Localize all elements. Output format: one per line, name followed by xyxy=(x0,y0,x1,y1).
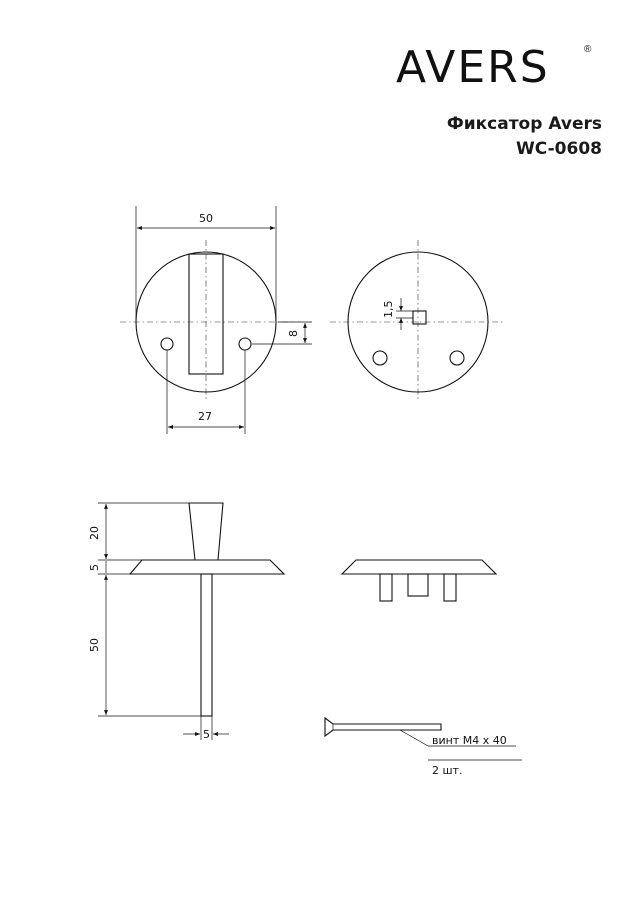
leader-line xyxy=(400,730,428,746)
screw-profile xyxy=(325,718,441,736)
back-side-profile xyxy=(342,560,496,601)
mounting-hole-left xyxy=(161,338,173,350)
rosette-back-profile xyxy=(342,560,496,574)
registered-mark: ® xyxy=(584,44,592,55)
screw-quantity-label: 2 шт. xyxy=(432,764,463,777)
dimension-label-plate-thickness: 5 xyxy=(88,564,101,571)
screw-hole-left xyxy=(373,351,387,365)
brand-wordmark: AVERS xyxy=(396,44,550,88)
knob-side-profile xyxy=(189,503,223,560)
dimension-label-square: 1,5 xyxy=(382,300,395,318)
dimension-label-hole-spacing: 27 xyxy=(198,410,212,423)
screw-boss-left xyxy=(380,574,392,601)
mounting-hole-right xyxy=(239,338,251,350)
spindle xyxy=(201,574,212,716)
dimension-label-spindle-width: 5 xyxy=(203,728,210,741)
dimension-label-knob-height: 20 xyxy=(88,526,101,540)
screw-spec-label: винт М4 х 40 xyxy=(432,734,507,747)
back-view xyxy=(330,240,505,402)
dimension-label-spindle-length: 50 xyxy=(88,638,101,652)
dimension-label-hole-offset: 8 xyxy=(287,330,300,337)
screw-boss-right xyxy=(444,574,456,601)
dimension-label-diameter: 50 xyxy=(199,212,213,225)
side-view xyxy=(88,503,284,741)
socket-boss xyxy=(408,574,428,596)
rosette-side-profile xyxy=(130,560,284,574)
product-name: Фиксатор Avers xyxy=(446,114,602,134)
screw-m4x40 xyxy=(325,718,522,777)
screw-hole-right xyxy=(450,351,464,365)
front-view-knob-side xyxy=(120,206,312,434)
product-code: WC-0608 xyxy=(516,139,602,159)
